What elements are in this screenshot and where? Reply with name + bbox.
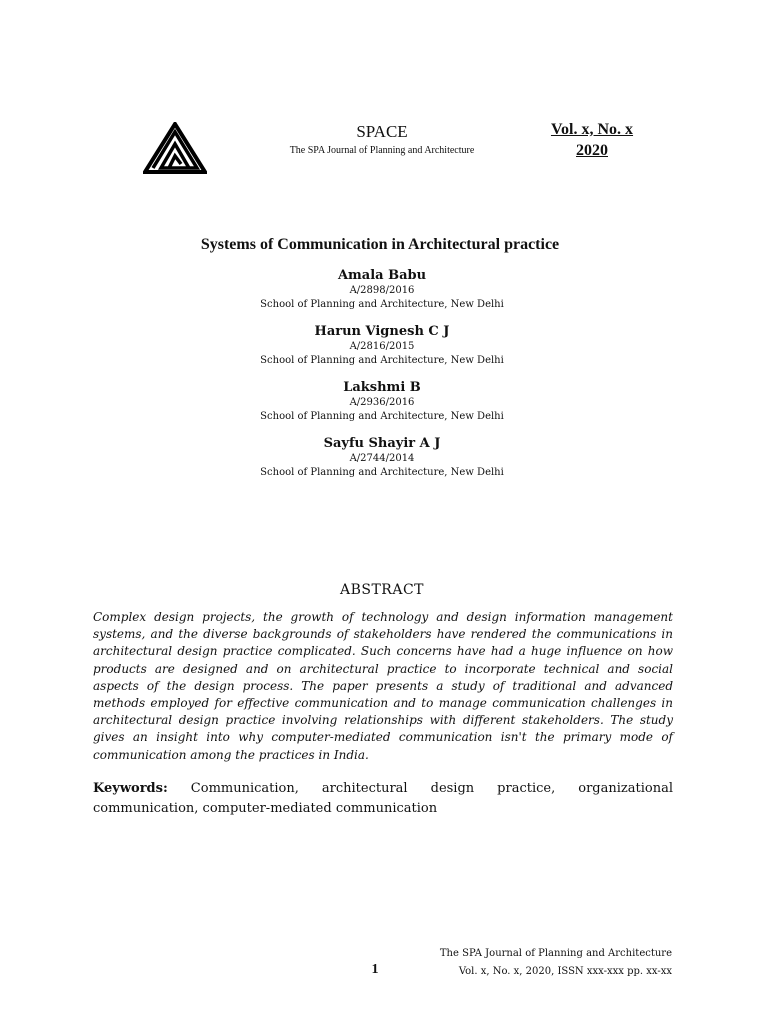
- author-affiliation: School of Planning and Architecture, New Delhi: [260, 299, 504, 310]
- author-affiliation: School of Planning and Architecture, New Delhi: [260, 411, 504, 422]
- author-id: A/2816/2015: [349, 341, 415, 352]
- author-list: [180, 267, 584, 491]
- author-name: Sayfu Shayir A J: [323, 436, 441, 451]
- abstract-heading: ABSTRACT: [339, 582, 425, 598]
- page-number: 1: [371, 962, 379, 977]
- author-affiliation: School of Planning and Architecture, New Delhi: [260, 467, 504, 478]
- footer-journal-name: The SPA Journal of Planning and Architecture: [439, 948, 672, 959]
- author-affiliation: School of Planning and Architecture, New Delhi: [260, 355, 504, 366]
- journal-name: SPACE: [356, 122, 408, 141]
- publication-year: 2020: [576, 142, 608, 159]
- author-block: [180, 435, 584, 491]
- author-id: A/2744/2014: [349, 453, 415, 464]
- author-id: A/2936/2016: [349, 397, 415, 408]
- keywords-paragraph: [93, 779, 673, 819]
- author-block: [180, 267, 584, 323]
- spa-logo-icon: [143, 122, 207, 174]
- author-name: Amala Babu: [337, 268, 427, 283]
- author-name: Harun Vignesh C J: [314, 324, 450, 339]
- keywords-label: Keywords:: [93, 781, 168, 796]
- paper-title: Systems of Communication in Architectural practice: [200, 236, 560, 253]
- footer-volume-info: Vol. x, No. x, 2020, ISSN xxx-xxx pp. xx-xx: [458, 966, 672, 977]
- abstract-text: Complex design projects, the growth of technology and design information management systems, and the diverse backgrounds of stakeholders have rendered the communications in architectural design practice complicated. Such concerns have had a huge influence on how products are designed and on architectural practice to incorporate technical and social aspects of the design process. The paper presents a study of traditional and advanced methods employed for effective communication and to manage communication challenges in architectural design practice involving relationships with different stakeholders. The study gives an insight into why computer-mediated communication isn't the primary mode of communication among the practices in India.: [93, 610, 673, 762]
- author-name: Lakshmi B: [343, 380, 421, 395]
- keywords-list: Communication, architectural design practice, organizational communication, computer-mediated communication: [93, 781, 673, 816]
- journal-subtitle: The SPA Journal of Planning and Architecture: [289, 145, 475, 156]
- author-block: [180, 379, 584, 435]
- author-block: [180, 323, 584, 379]
- volume-number: Vol. x, No. x: [550, 121, 634, 138]
- author-id: A/2898/2016: [349, 285, 415, 296]
